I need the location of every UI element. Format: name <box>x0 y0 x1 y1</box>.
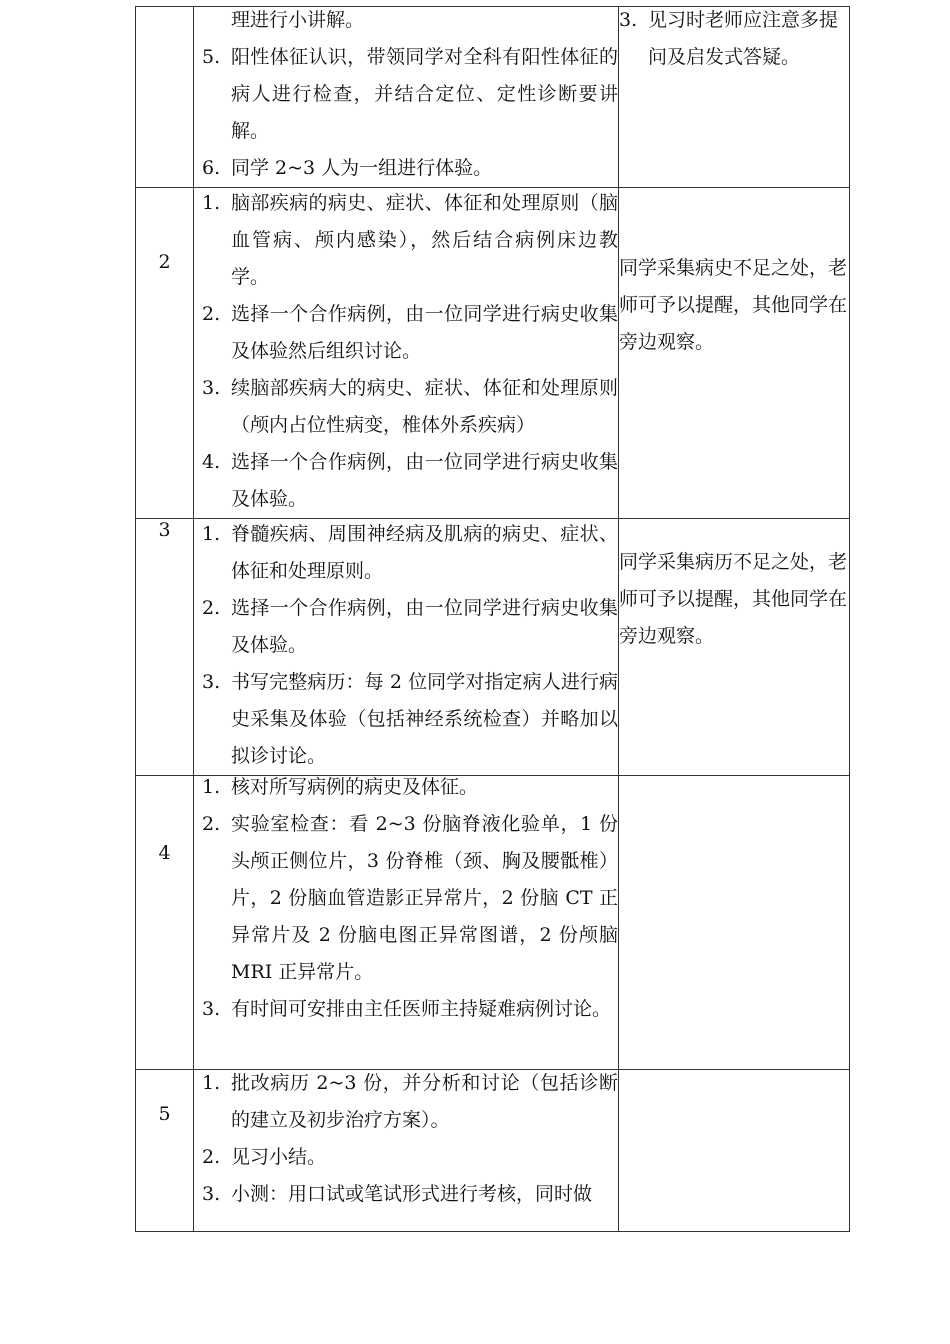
table-row <box>136 1070 850 1232</box>
content-list <box>194 769 618 1028</box>
note-list-item: 3. 见习时老师应注意多提问及启发式答疑。 <box>619 9 839 68</box>
content-cell <box>194 776 619 1070</box>
content-list <box>194 2 618 187</box>
week-number: 3 <box>158 519 171 541</box>
week-number: 5 <box>158 1103 171 1125</box>
content-cell <box>194 1070 619 1232</box>
list-item: 2. 实验室检查：看 2~3 份脑脊液化验单，1 份头颅正侧位片，3 份脊椎（颈、胸及腰骶椎）片，2 份脑血管造影正异常片，2 份脑 CT 正异常片及 2 份脑电图正异常图谱，2 份颅脑 MRI 正异常片。 <box>202 813 618 983</box>
content-list <box>194 185 618 518</box>
table-row <box>136 776 850 1070</box>
note-cell <box>619 1070 850 1232</box>
content-list <box>194 1065 618 1213</box>
list-item: 3. 小测：用口试或笔试形式进行考核，同时做 <box>202 1183 593 1205</box>
note-text: 同学采集病史不足之处，老师可予以提醒，其他同学在旁边观察。 <box>619 257 848 353</box>
note-cell <box>619 188 850 519</box>
list-item: 1. 核对所写病例的病史及体征。 <box>202 776 479 798</box>
list-item: 3. 书写完整病历：每 2 位同学对指定病人进行病史采集及体验（包括神经系统检查）并略加以拟诊讨论。 <box>202 671 618 767</box>
week-number-cell <box>136 7 194 188</box>
week-number-cell <box>136 188 194 519</box>
table-row <box>136 7 850 188</box>
table-row <box>136 188 850 519</box>
week-number: 2 <box>158 251 171 273</box>
content-cell <box>194 519 619 776</box>
list-item: 4. 选择一个合作病例，由一位同学进行病史收集及体验。 <box>202 451 618 510</box>
list-item: 理进行小讲解。 <box>231 9 365 31</box>
list-item: 1. 脑部疾病的病史、症状、体征和处理原则（脑血管病、颅内感染），然后结合病例床边教学。 <box>202 192 618 288</box>
note-cell <box>619 519 850 776</box>
content-list <box>194 516 618 775</box>
list-item: 6. 同学 2~3 人为一组进行体验。 <box>202 157 493 179</box>
note-cell <box>619 7 850 188</box>
note-text: 同学采集病历不足之处，老师可予以提醒，其他同学在旁边观察。 <box>619 551 848 647</box>
week-number-cell <box>136 1070 194 1232</box>
week-number: 4 <box>158 842 171 864</box>
week-number-cell <box>136 519 194 776</box>
table-row <box>136 519 850 776</box>
list-item: 1. 批改病历 2~3 份，并分析和讨论（包括诊断的建立及初步治疗方案）。 <box>202 1072 618 1131</box>
content-cell <box>194 188 619 519</box>
list-item: 3. 有时间可安排由主任医师主持疑难病例讨论。 <box>202 998 612 1020</box>
schedule-table <box>135 6 850 1232</box>
list-item: 2. 选择一个合作病例，由一位同学进行病史收集及体验。 <box>202 597 618 656</box>
note-cell <box>619 776 850 1070</box>
list-item: 1. 脊髓疾病、周围神经病及肌病的病史、症状、体征和处理原则。 <box>202 523 618 582</box>
content-cell <box>194 7 619 188</box>
list-item: 5. 阳性体征认识，带领同学对全科有阳性体征的病人进行检查，并结合定位、定性诊断要讲解。 <box>202 46 618 142</box>
list-item: 3. 续脑部疾病大的病史、症状、体征和处理原则（颅内占位性病变，椎体外系疾病） <box>202 377 618 436</box>
week-number-cell <box>136 776 194 1070</box>
list-item: 2. 见习小结。 <box>202 1146 327 1168</box>
list-item: 2. 选择一个合作病例，由一位同学进行病史收集及体验然后组织讨论。 <box>202 303 618 362</box>
